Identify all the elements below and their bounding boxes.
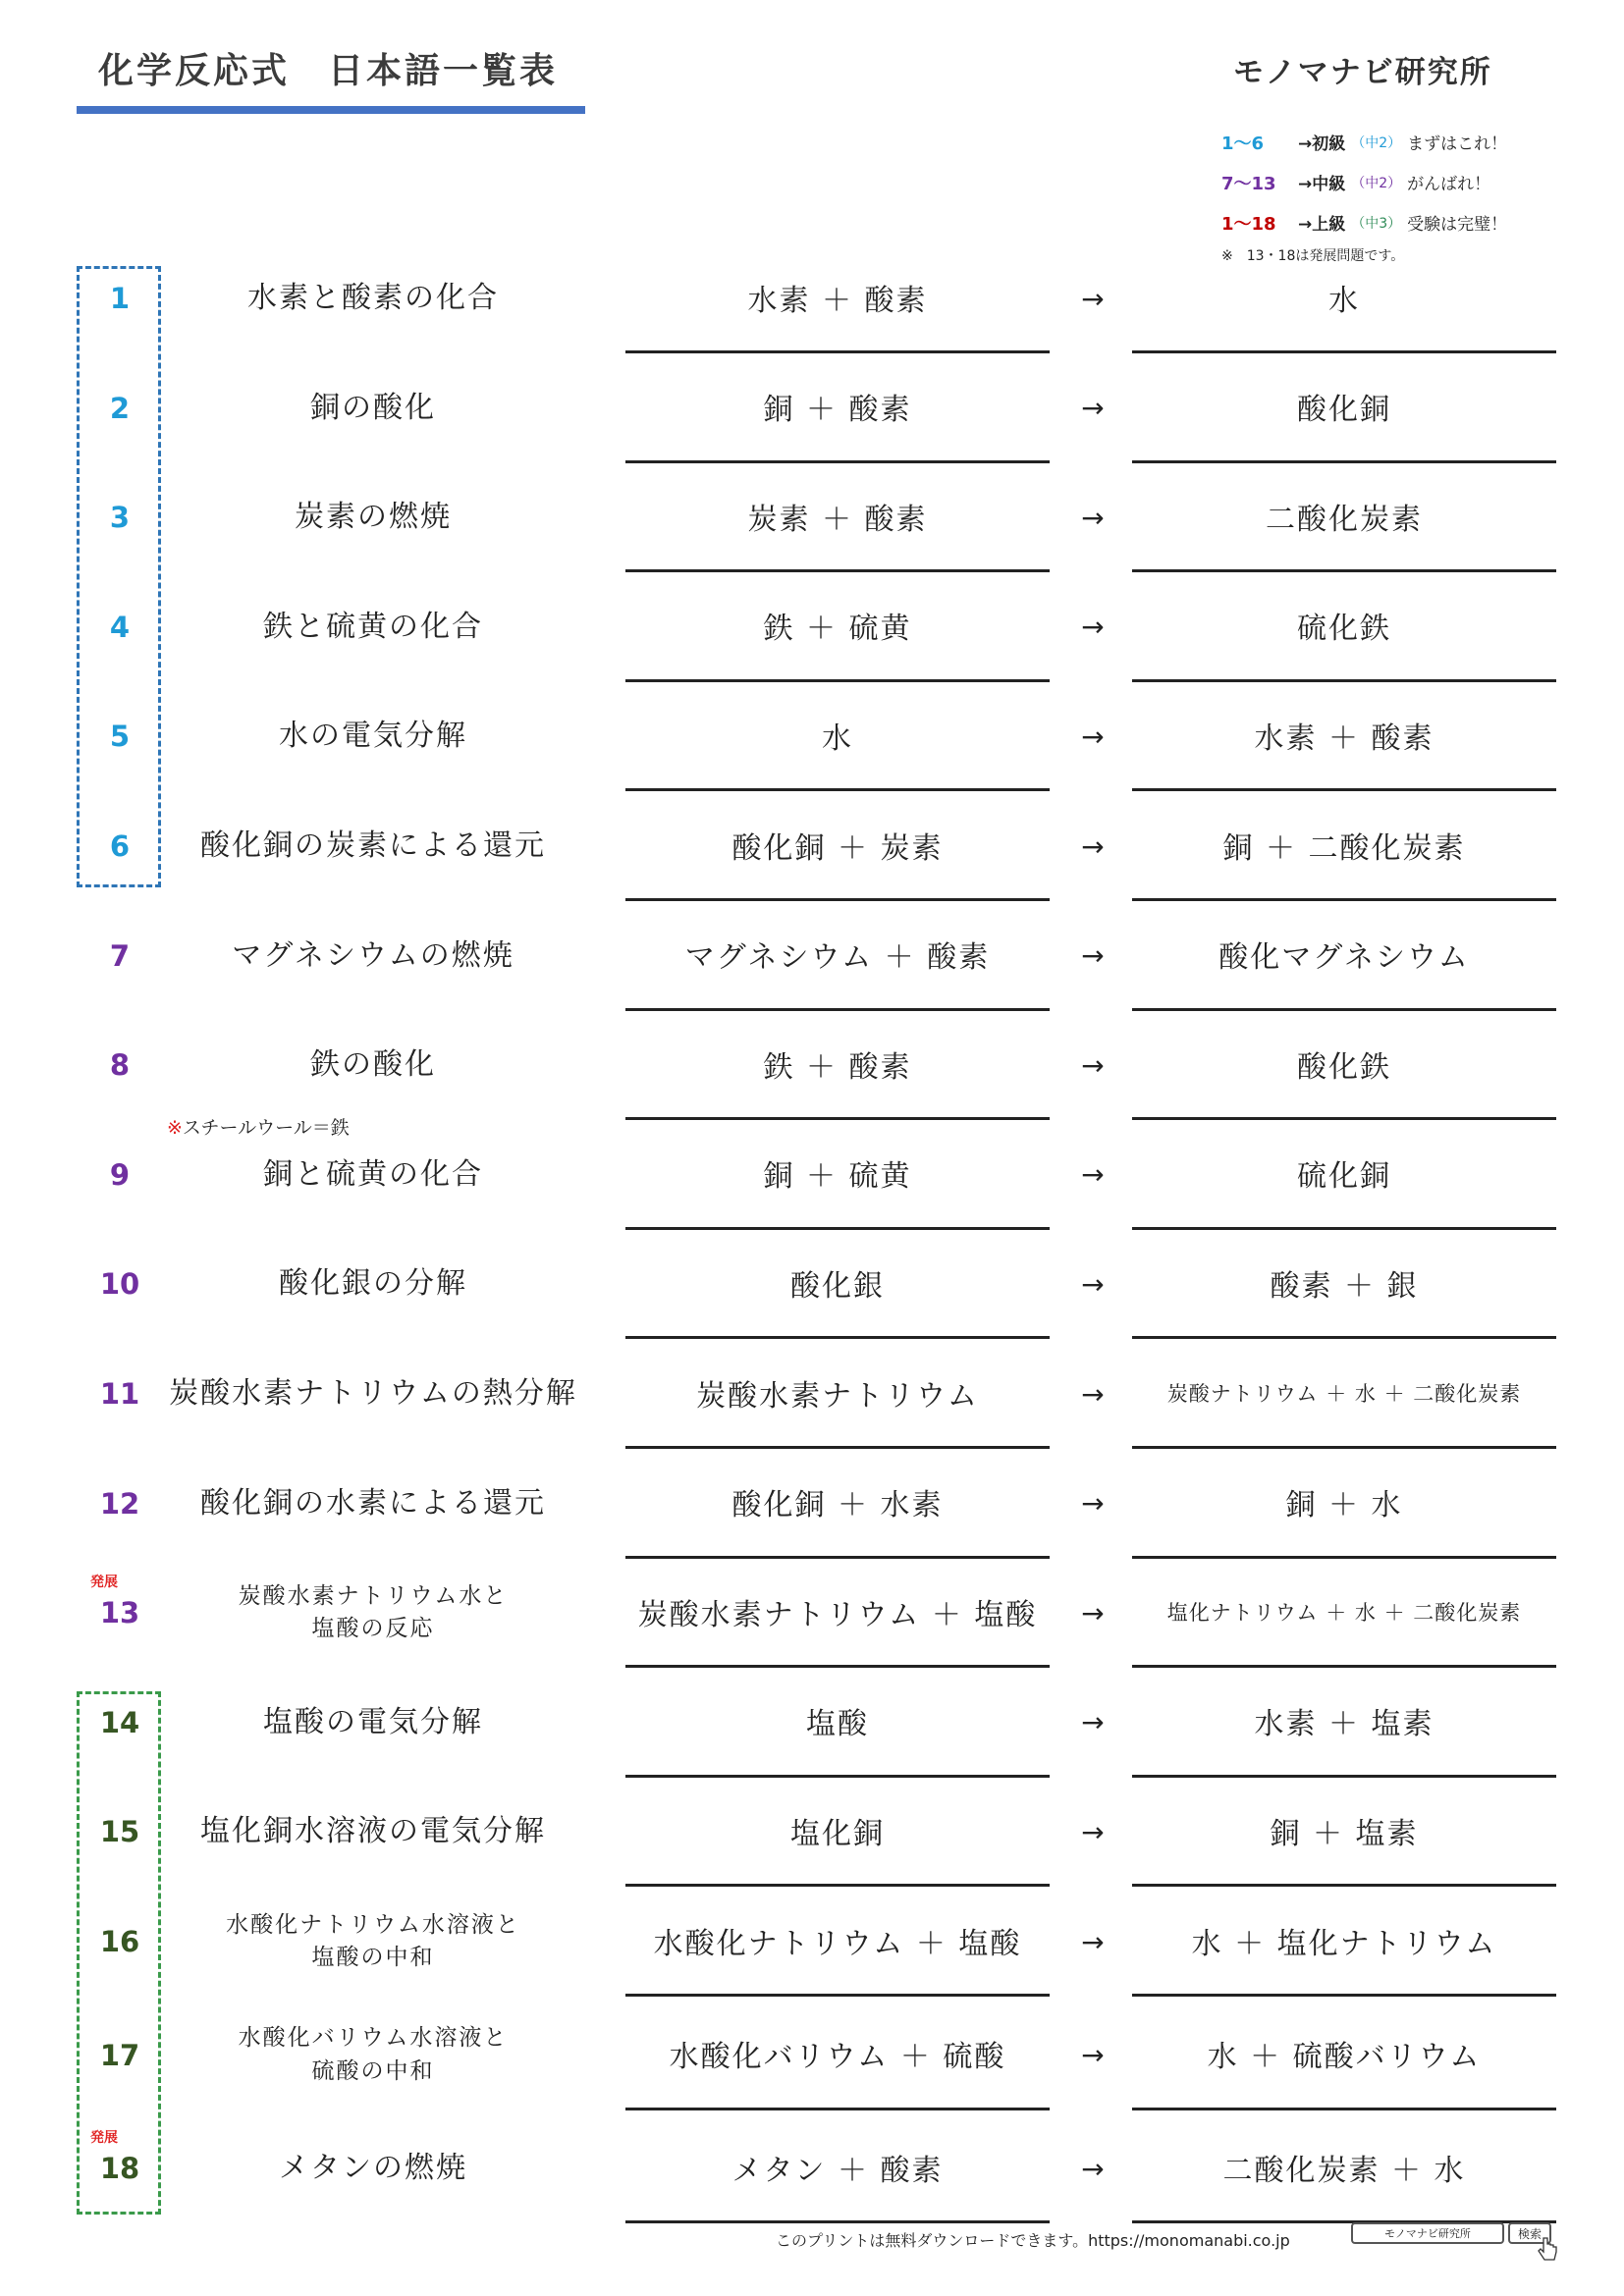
advanced-tag: 発展: [90, 2130, 118, 2147]
note-text: スチールウール＝鉄: [182, 1117, 350, 1139]
legend-range: 1〜6: [1221, 133, 1265, 154]
reaction-name: マグネシウムの燃焼: [232, 937, 514, 973]
products: 酸化鉄: [1132, 1010, 1556, 1120]
reactants: マグネシウム ＋ 酸素: [625, 901, 1050, 1011]
table-row: [0, 353, 1624, 463]
arrow-icon: →: [1081, 1596, 1105, 1629]
reactants: 塩化銅: [625, 1777, 1050, 1887]
products: 硫化銅: [1132, 1120, 1556, 1230]
row-number: 10: [99, 1267, 140, 1302]
row-number: 13: [99, 1596, 140, 1630]
reaction-name: 塩化銅水溶液の電気分解: [200, 1814, 546, 1849]
row-number: 2: [109, 391, 131, 425]
brand-logo: モノマナビ研究所: [1233, 55, 1492, 90]
row-number: 9: [109, 1157, 131, 1192]
products: 銅 ＋ 二酸化炭素: [1132, 791, 1556, 901]
legend-row-beginner: [1221, 122, 1507, 162]
products: 二酸化炭素 ＋ 水: [1132, 2113, 1556, 2223]
footer-text: このプリントは無料ダウンロードできます。https://monomanabi.co.jp: [776, 2231, 1290, 2250]
arrow-icon: →: [1081, 2152, 1105, 2185]
row-number: 8: [109, 1048, 131, 1083]
search-input[interactable]: モノマナビ研究所: [1351, 2222, 1504, 2244]
table-row: [0, 1777, 1624, 1887]
reactants: 鉄 ＋ 硫黄: [625, 572, 1050, 682]
row-number: 7: [109, 938, 131, 973]
legend-range: 1〜18: [1221, 213, 1276, 235]
products: 水素 ＋ 酸素: [1132, 681, 1556, 791]
arrow-icon: →: [1081, 720, 1105, 753]
products: 酸素 ＋ 銀: [1132, 1229, 1556, 1339]
reaction-name: 水の電気分解: [279, 719, 467, 754]
reactants: 銅 ＋ 酸素: [625, 353, 1050, 463]
table-row: [0, 1010, 1624, 1120]
reactants: 炭酸水素ナトリウム ＋ 塩酸: [625, 1558, 1050, 1668]
arrow-icon: →: [1081, 1267, 1105, 1301]
pointer-icon: [1538, 2236, 1559, 2262]
reaction-name: [167, 1558, 579, 1668]
reaction-name: 鉄の酸化: [310, 1047, 436, 1083]
products: 水 ＋ 塩化ナトリウム: [1132, 1887, 1556, 1997]
reaction-name-line2: 硫酸の中和: [311, 2057, 435, 2084]
reaction-name-line2: 塩酸の反応: [311, 1616, 435, 1642]
reactants: 酸化銅 ＋ 炭素: [625, 791, 1050, 901]
table-row: [0, 1887, 1624, 1997]
arrow-icon: →: [1081, 1706, 1105, 1739]
reaction-name: 酸化銀の分解: [279, 1266, 467, 1302]
row-number: 16: [99, 1925, 140, 1958]
legend-grade: （中2）: [1351, 134, 1402, 151]
reaction-name: 炭素の燃焼: [295, 500, 452, 535]
row-number: 18: [99, 2152, 140, 2186]
table-row: [0, 1668, 1624, 1778]
reaction-name: 塩酸の電気分解: [263, 1704, 483, 1739]
reaction-name: [167, 1887, 579, 1997]
arrow-icon: →: [1081, 939, 1105, 973]
products: 塩化ナトリウム ＋ 水 ＋ 二酸化炭素: [1132, 1558, 1556, 1668]
table-row: [0, 1229, 1624, 1339]
arrow-icon: →: [1081, 1377, 1105, 1411]
arrow-icon: →: [1081, 1925, 1105, 1958]
row-number: 1: [109, 282, 131, 315]
reaction-name: 水素と酸素の化合: [247, 281, 499, 315]
reaction-name: メタンの燃焼: [279, 2151, 467, 2186]
legend-grade: （中3）: [1351, 215, 1402, 232]
row-number: 14: [99, 1705, 140, 1739]
reaction-name-line1: 炭酸水素ナトリウム水と: [238, 1582, 509, 1609]
reaction-name: 炭酸水素ナトリウムの熱分解: [169, 1376, 577, 1411]
reaction-name: 銅の酸化: [310, 390, 436, 425]
arrow-icon: →: [1081, 282, 1105, 315]
arrow-icon: →: [1081, 1158, 1105, 1192]
legend-level: →初級: [1298, 134, 1346, 154]
products: 炭酸ナトリウム ＋ 水 ＋ 二酸化炭素: [1132, 1339, 1556, 1449]
reaction-name-line2: 塩酸の中和: [311, 1945, 435, 1970]
products: 硫化鉄: [1132, 572, 1556, 682]
products: 銅 ＋ 塩素: [1132, 1777, 1556, 1887]
reactants: 水酸化バリウム ＋ 硫酸: [625, 2001, 1050, 2110]
reaction-name: [167, 2001, 579, 2110]
row-number: 12: [99, 1486, 140, 1521]
search-button[interactable]: 検索: [1508, 2222, 1551, 2244]
legend-level: →上級: [1298, 215, 1346, 235]
legend-comment: がんばれ！: [1407, 175, 1491, 194]
reactants: 酸化銅 ＋ 水素: [625, 1449, 1050, 1559]
table-row: [0, 2001, 1624, 2110]
arrow-icon: →: [1081, 611, 1105, 644]
products: 水: [1132, 243, 1556, 353]
products: 酸化マグネシウム: [1132, 901, 1556, 1011]
legend-level: →中級: [1298, 175, 1346, 194]
reactants: メタン ＋ 酸素: [625, 2113, 1050, 2223]
legend-row-intermediate: [1221, 162, 1507, 202]
table-row: [0, 1558, 1624, 1668]
table-row: [0, 572, 1624, 682]
reactants: 酸化銀: [625, 1229, 1050, 1339]
reaction-name: 酸化銅の炭素による還元: [200, 828, 546, 863]
note-mark: ※: [167, 1117, 183, 1139]
table-row: [0, 462, 1624, 572]
products: 酸化銅: [1132, 353, 1556, 463]
row-number: 4: [109, 610, 131, 644]
products: 水素 ＋ 塩素: [1132, 1668, 1556, 1778]
products: 水 ＋ 硫酸バリウム: [1132, 2001, 1556, 2110]
products: 二酸化炭素: [1132, 462, 1556, 572]
arrow-icon: →: [1081, 1815, 1105, 1848]
legend-row-advanced: [1221, 202, 1507, 242]
legend-comment: まずはこれ！: [1407, 134, 1508, 154]
reactants: 炭酸水素ナトリウム: [625, 1339, 1050, 1449]
arrow-icon: →: [1081, 392, 1105, 425]
arrow-icon: →: [1081, 1487, 1105, 1521]
arrow-icon: →: [1081, 829, 1105, 863]
legend-range: 7〜13: [1221, 173, 1276, 194]
table-row: [0, 681, 1624, 791]
table-row: [0, 901, 1624, 1011]
row-number: 15: [99, 1815, 140, 1849]
table-row: [0, 2113, 1624, 2223]
arrow-icon: →: [1081, 2039, 1105, 2072]
row-note: [167, 1113, 350, 1140]
reactants: 水酸化ナトリウム ＋ 塩酸: [625, 1887, 1050, 1997]
table-row: [0, 243, 1624, 353]
advanced-tag: 発展: [90, 1575, 118, 1591]
table-row: [0, 791, 1624, 901]
row-number: 3: [109, 501, 131, 535]
table-row: [0, 1339, 1624, 1449]
legend-note: ※ 13・18は発展問題です。: [1221, 248, 1405, 264]
reaction-name: 鉄と硫黄の化合: [263, 609, 483, 644]
row-number: 5: [109, 720, 131, 754]
legend-comment: 受験は完璧！: [1407, 215, 1508, 235]
row-number: 11: [99, 1377, 140, 1411]
page-title: 化学反応式 日本語一覧表: [98, 51, 559, 91]
reactants: 炭素 ＋ 酸素: [625, 462, 1050, 572]
title-underline: [77, 106, 585, 114]
reaction-name: 酸化銅の水素による還元: [200, 1485, 546, 1521]
table-row: [0, 1449, 1624, 1559]
arrow-icon: →: [1081, 501, 1105, 534]
reaction-name-line1: 水酸化ナトリウム水溶液と: [226, 1911, 520, 1938]
row-number: 6: [109, 829, 131, 863]
row-number: 17: [99, 2038, 140, 2072]
reactants: 塩酸: [625, 1668, 1050, 1778]
legend-grade: （中2）: [1351, 175, 1402, 191]
reactants: 鉄 ＋ 酸素: [625, 1010, 1050, 1120]
reactants: 水素 ＋ 酸素: [625, 243, 1050, 353]
arrow-icon: →: [1081, 1048, 1105, 1082]
reaction-name: 銅と硫黄の化合: [263, 1156, 483, 1192]
products: 銅 ＋ 水: [1132, 1449, 1556, 1559]
reactants: 銅 ＋ 硫黄: [625, 1120, 1050, 1230]
reaction-name-line1: 水酸化バリウム水溶液と: [238, 2025, 509, 2052]
reactants: 水: [625, 681, 1050, 791]
